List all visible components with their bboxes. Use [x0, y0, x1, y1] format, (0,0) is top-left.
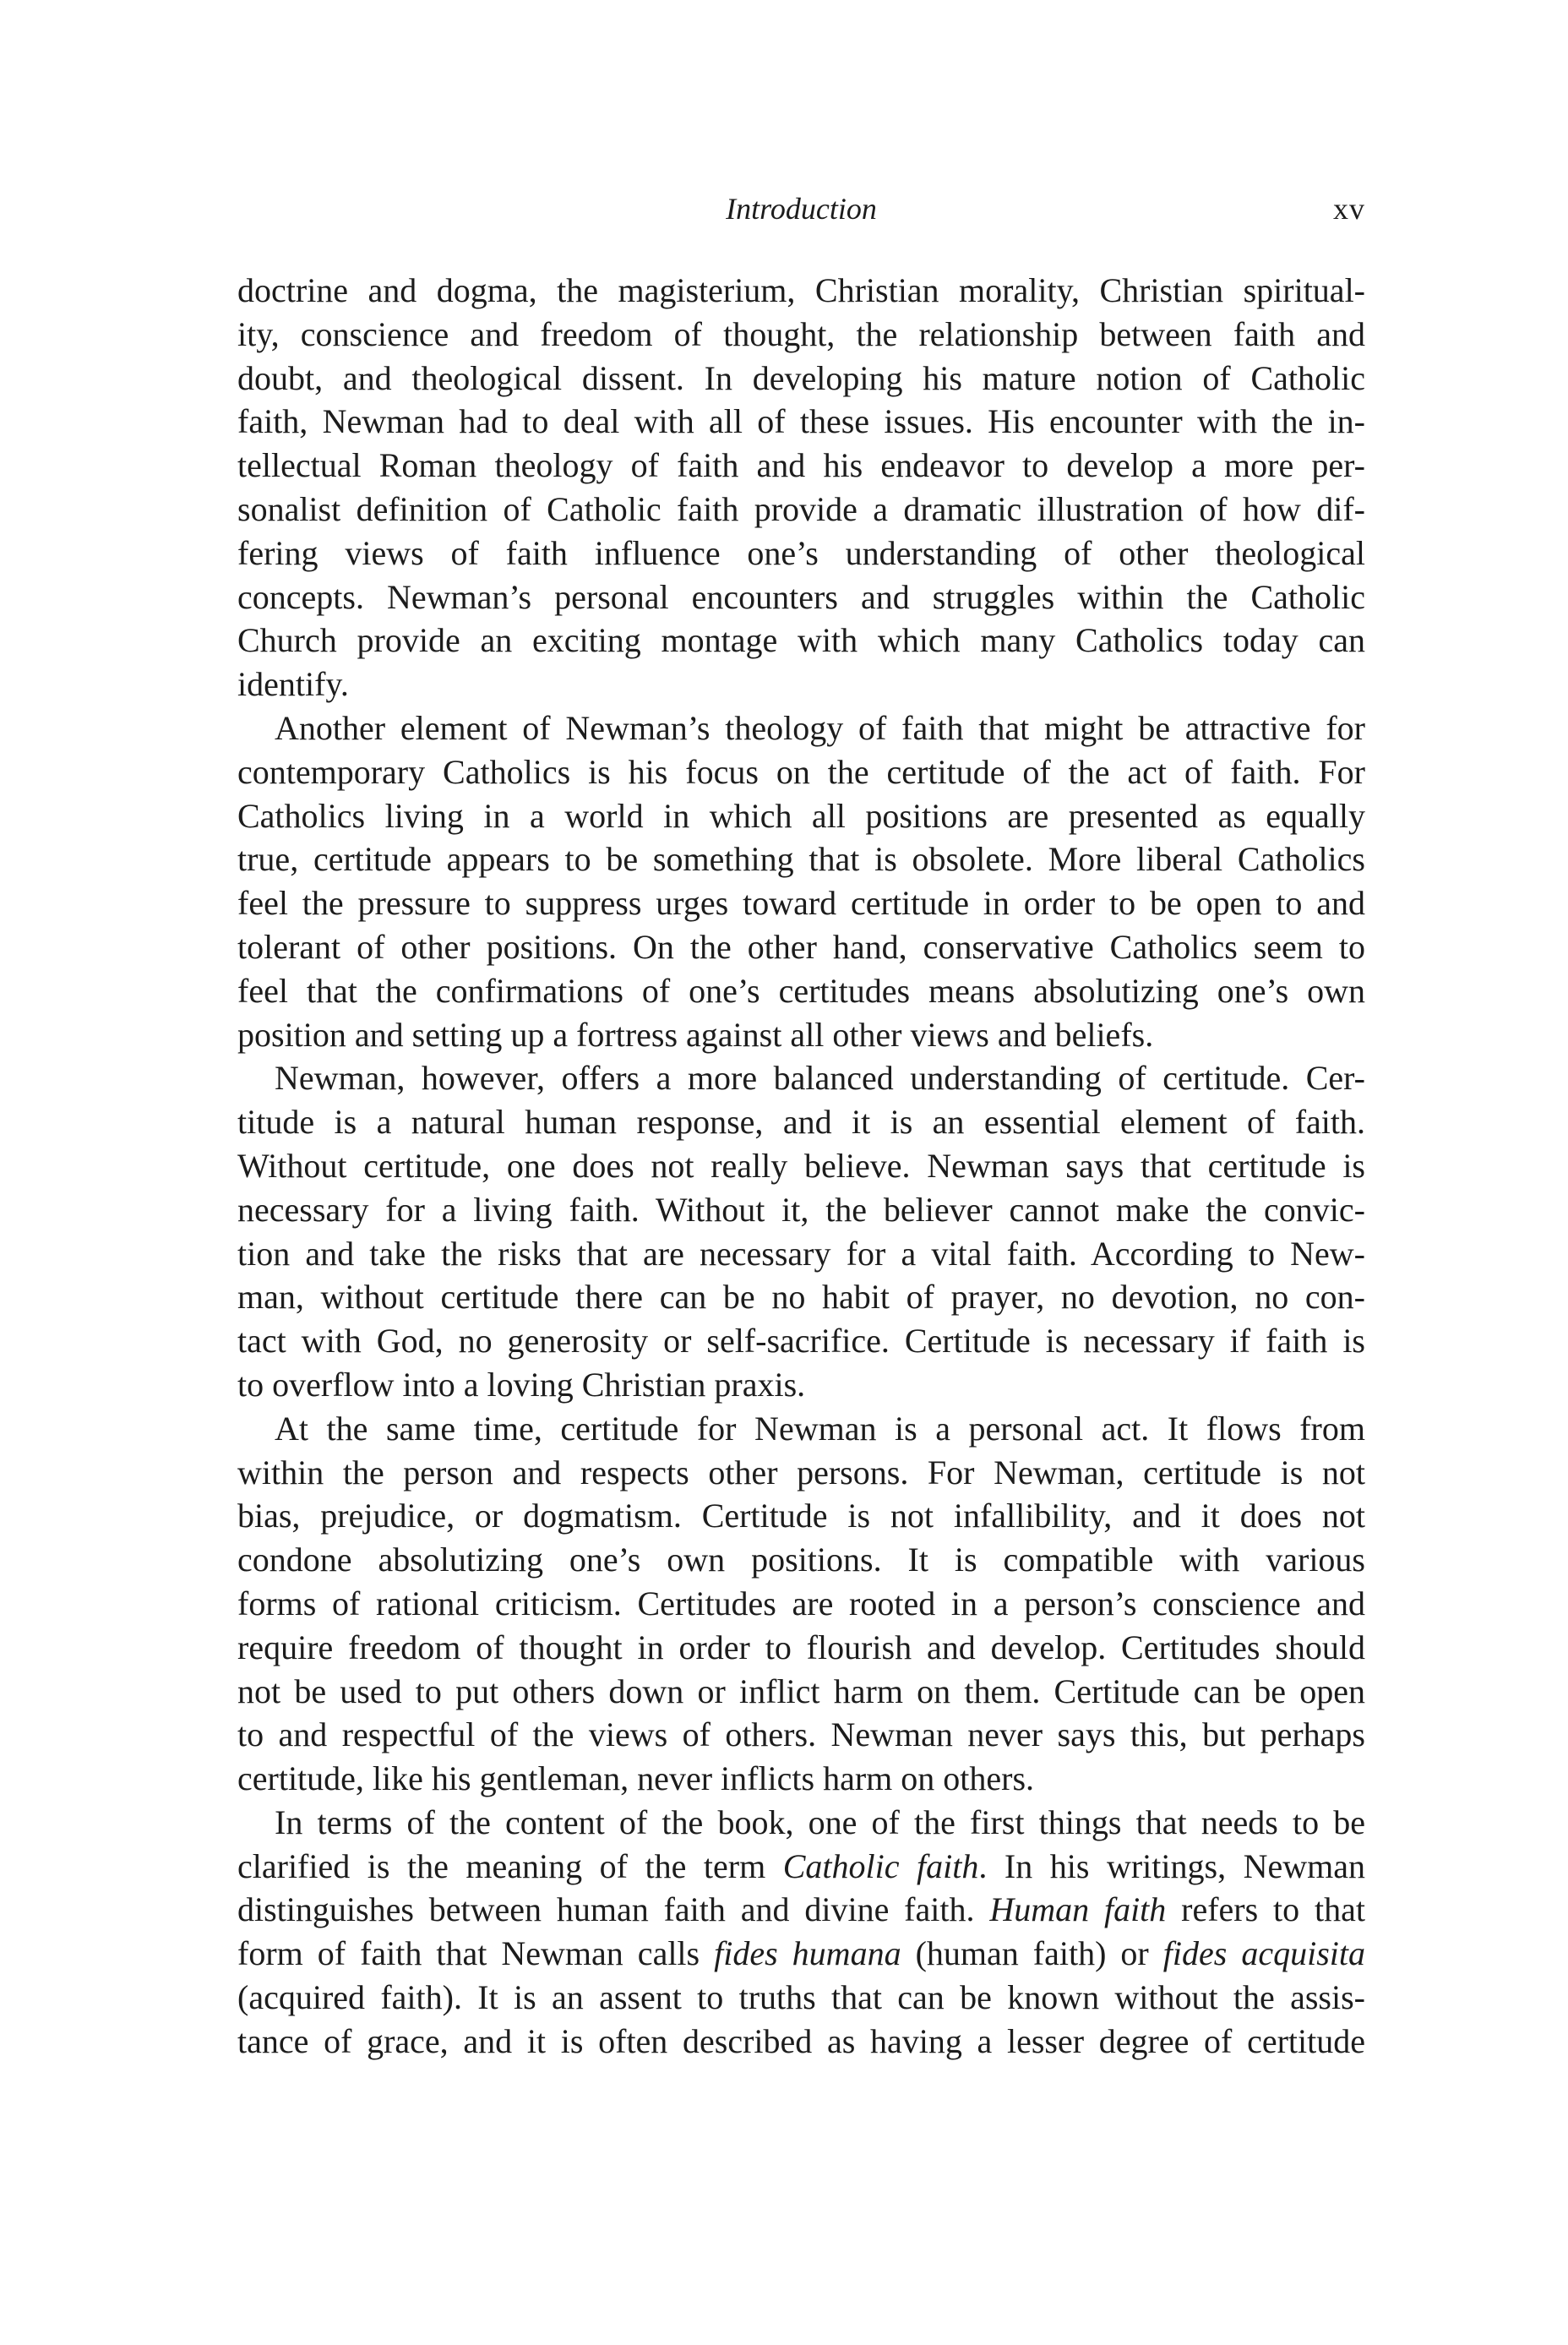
text-line: fering views of faith influence one’s understanding of other theological [237, 533, 1365, 572]
text-line: tact with God, no generosity or self-sacrifice. Certitude is necessary if faith is [237, 1322, 1365, 1361]
text-line: true, certitude appears to be something that is obsolete. More liberal Catholics [237, 840, 1365, 879]
paragraph [237, 1801, 1365, 2064]
text-line: ity, conscience and freedom of thought, the relationship between faith and [237, 314, 1365, 353]
paragraph [237, 1056, 1365, 1406]
text-line: to and respectful of the views of others. Newman never says this, but perhaps [237, 1715, 1365, 1754]
text-line: require freedom of thought in order to flourish and develop. Certitudes should [237, 1628, 1365, 1666]
text-run: . In his writings, Newman [978, 1846, 1365, 1885]
text-line: man, without certitude there can be no habit of prayer, no devotion, no con- [237, 1278, 1365, 1317]
paragraph [237, 706, 1365, 1056]
text-line: forms of rational criticism. Certitudes are rooted in a person’s conscience and [237, 1584, 1365, 1622]
text-line: certitude, like his gentleman, never inflicts harm on others. [237, 1759, 1035, 1798]
text-line: Church provide an exciting montage with which many Catholics today can [237, 621, 1365, 660]
text-line: tellectual Roman theology of faith and his endeavor to develop a more per- [237, 446, 1365, 485]
text-line: Without certitude, one does not really believe. Newman says that certitude is [237, 1146, 1365, 1185]
body-text [237, 269, 1365, 2064]
text-line: feel the pressure to suppress urges toward certitude in order to be open to and [237, 884, 1365, 923]
running-head [237, 188, 1365, 230]
text-line: within the person and respects other persons. For Newman, certitude is not [237, 1453, 1365, 1492]
text-line: doctrine and dogma, the magisterium, Christian morality, Christian spiritual- [237, 271, 1365, 309]
italic-term: Catholic faith [782, 1846, 979, 1885]
text-line: doubt, and theological dissent. In developing his mature notion of Catholic [237, 358, 1365, 397]
text-line: Newman, however, offers a more balanced understanding of certitude. Cer- [275, 1059, 1365, 1098]
paragraph [237, 269, 1365, 706]
text-run: refers to that [1166, 1890, 1365, 1929]
italic-term: Human faith [989, 1890, 1167, 1929]
text-line: (acquired faith). It is an assent to truths that can be known without the assis- [237, 1978, 1365, 2017]
text-line: At the same time, certitude for Newman is a personal act. It flows from [275, 1409, 1365, 1448]
text-line: Another element of Newman’s theology of faith that might be attractive for [275, 708, 1365, 747]
paragraph [237, 1407, 1365, 1801]
page-number: xv [1333, 192, 1365, 226]
text-run: distinguishes between human faith and divine faith. [237, 1890, 990, 1929]
italic-term: fides humana [714, 1934, 901, 1973]
text-line [237, 1845, 1365, 1889]
text-run: (human faith) or [901, 1934, 1163, 1973]
text-line: tion and take the risks that are necessary for a vital faith. According to New- [237, 1234, 1365, 1273]
text-line: bias, prejudice, or dogmatism. Certitude is not infallibility, and it does not [237, 1497, 1365, 1535]
text-line: sonalist definition of Catholic faith provide a dramatic illustration of how dif- [237, 489, 1365, 528]
text-line: titude is a natural human response, and it is an essential element of faith. [237, 1103, 1365, 1142]
text-line: position and setting up a fortress against all other views and beliefs. [237, 1015, 1154, 1054]
text-line: In terms of the content of the book, one of the first things that needs to be [275, 1802, 1365, 1841]
running-title: Introduction [726, 192, 877, 226]
text-line: tance of grace, and it is often described as having a lesser degree of certitude [237, 2021, 1365, 2060]
text-line: condone absolutizing one’s own positions. It is compatible with various [237, 1541, 1365, 1579]
text-line: Catholics living in a world in which all positions are presented as equally [237, 796, 1365, 835]
text-run: form of faith that Newman calls [237, 1934, 715, 1973]
text-line [237, 1888, 1365, 1932]
text-line [237, 1932, 1365, 1976]
italic-term: fides acquisita [1162, 1934, 1365, 1973]
text-line: concepts. Newman’s personal encounters and struggles within the Catholic [237, 577, 1365, 616]
text-line: faith, Newman had to deal with all of these issues. His encounter with the in- [237, 402, 1365, 441]
text-line: identify. [237, 665, 349, 704]
text-line: contemporary Catholics is his focus on the certitude of the act of faith. For [237, 752, 1365, 791]
text-run: clarified is the meaning of the term [237, 1846, 783, 1885]
text-line: necessary for a living faith. Without it, the believer cannot make the convic- [237, 1190, 1365, 1229]
text-line: tolerant of other positions. On the other hand, conservative Catholics seem to [237, 927, 1365, 966]
text-line: to overflow into a loving Christian praxis. [237, 1365, 806, 1404]
text-line: feel that the confirmations of one’s certitudes means absolutizing one’s own [237, 971, 1365, 1010]
text-line: not be used to put others down or inflict harm on them. Certitude can be open [237, 1671, 1365, 1710]
